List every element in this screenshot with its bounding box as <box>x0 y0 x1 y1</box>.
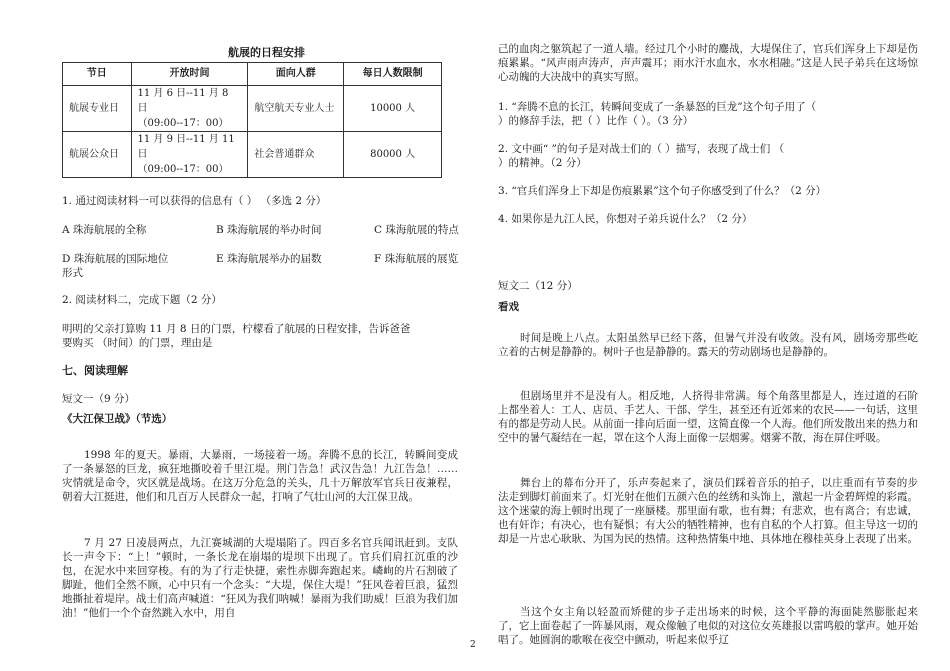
question-1: 1. 通过阅读材料一可以获得的信息有（ ） （多选 2 分） <box>62 195 327 207</box>
table-header-cell: 每日人数限制 <box>344 63 442 86</box>
table-header-cell: 面向人群 <box>248 63 344 86</box>
right-question-2-line-2: ）的精神。（2 分） <box>498 157 587 169</box>
festival-cell: 航展公众日 <box>63 132 132 178</box>
table-title: 航展的日程安排 <box>228 46 305 59</box>
passage2-paragraph-3: 舞台上的幕布分开了，乐声奏起来了，演员们踩着音乐的拍子，以庄重而有节奏的步法走到脚灯前面来了。灯光射在他们五颜六色的丝绣和头饰上，激起一片金碧辉煌的彩霞。这个迷蒙的海上顿时出现了一座蜃楼。那里面有歌，也有舞；有悲欢，也有离合；有忠诚，也有奸诈；有决心，也有疑惧；有大公的牺牲精神，也有自私的个人打算。但主导这一切的却是一片忠心耿耿、为国为民的热情。这种热情集中地、具体地在穆桂英身上表现了出来。 <box>498 477 918 545</box>
table-row <box>63 86 442 132</box>
right-question-3: 3. “官兵们浑身上下却是伤痕累累”这个句子你感受到了什么？（2 分） <box>498 185 827 197</box>
passage2-paragraph-2: 但剧场里并不是没有人。相反地，人挤得非常满。每个角落里都是人，连过道的石阶上都坐着人：工人、店员、手艺人、干部、学生，甚至还有近郊来的农民——一句话，这里有的都是劳动人民。从前面一排向后面一望，这简直像一个人海。他们所发散出来的热力和空中的暑气凝结在一起，罩在这个人海上面像一层烟雾。烟雾不散，海在屏住呼吸。 <box>498 390 918 444</box>
section-heading: 七、阅读理解 <box>62 364 128 377</box>
time-cell <box>131 86 248 132</box>
table-header-cell: 开放时间 <box>131 63 248 86</box>
schedule-table <box>62 62 442 178</box>
limit-cell: 10000 人 <box>344 86 442 132</box>
table-header-row <box>63 63 442 86</box>
audience-cell: 社会普通群众 <box>248 132 344 178</box>
passage1-continuation: 己的血肉之躯筑起了一道人墙。经过几个小时的鏖战，大堤保住了，官兵们浑身上下却是伤痕累累。“风声雨声涛声，声声震耳；雨水汗水血水，水水相融。”这是人民子弟兵在这场惊心动魄的大决战中的真实写照。 <box>498 43 918 83</box>
option-d: D 珠海航展的国际地位 <box>62 253 169 265</box>
date-range: 11 月 9 日--11 月 11 日 <box>137 134 235 160</box>
question-2: 2. 阅读材料二，完成下题（2 分） <box>62 294 222 306</box>
page-number: 2 <box>470 640 476 650</box>
option-f: F 珠海航展的展览 <box>374 253 459 265</box>
passage-title: 看戏 <box>498 301 519 313</box>
right-question-1-line-2: ）的修辞手法，把（ ）比作（ ）。（3 分） <box>498 115 694 127</box>
table-row <box>63 132 442 178</box>
right-question-4: 4. 如果你是九江人民，你想对子弟兵说什么？（2 分） <box>498 213 753 225</box>
q2-text-line-1: 明明的父亲打算购 11 月 8 日的门票，柠檬看了航展的日程安排，告诉爸爸 <box>62 323 411 335</box>
passage-heading: 短文一（9 分） <box>62 393 136 405</box>
festival-cell: 航展专业日 <box>63 86 132 132</box>
passage-heading: 短文二（12 分） <box>498 280 578 292</box>
option-a: A 珠海航展的全称 <box>62 224 147 236</box>
option-b: B 珠海航展的举办时间 <box>216 224 322 236</box>
passage1-paragraph-1: 1998 年的夏天。暴雨，大暴雨，一场接着一场。奔腾不息的长江，转瞬间变成了一条暴怒的巨龙，疯狂地撕咬着千里江堤。荆门告急！武汉告急！九江告急！……灾情就是命令，灾区就是战场。在这万分危急的关头，几十万解放军官兵日夜兼程，朝着大江挺进，他们和几百万人民群众一起，打响了气壮山河的大江保卫战。 <box>62 449 458 503</box>
passage1-paragraph-2: 7 月 27 日凌晨两点，九江赛城湖的大堤塌陷了。四百多名官兵闻讯赶到。支队长一声令下：“上！”顿时，一条长龙在崩塌的堤坝下出现了。官兵们肩扛沉重的沙包，在泥水中来回穿梭。有的为了行走快捷，索性赤脚奔跑起来。嶙峋的片石割破了脚趾，他们全然不顾，心中只有一个念头：“大堤，保住大堤！”狂风卷着巨浪，猛烈地撕扯着堤岸。战士们高声喊道：“狂风为我们呐喊！暴雨为我们助威！巨浪为我们加油！”他们一个个奋然跳入水中，用自 <box>62 537 458 619</box>
option-e: E 珠海航展举办的届数 <box>216 253 322 265</box>
q2-text-line-2: 要购买 （时间）的门票，理由是 <box>62 337 213 349</box>
audience-cell: 航空航天专业人士 <box>248 86 344 132</box>
date-range: 11 月 6 日--11 月 8 日 <box>137 88 229 114</box>
hours-range: （09:00--17：00） <box>137 164 229 175</box>
right-question-2-line-1: 2. 文中画“ ”的句子是对战士们的（ ）描写，表现了战士们 （ <box>498 143 785 155</box>
right-question-1-line-1: 1. “奔腾不息的长江，转瞬间变成了一条暴怒的巨龙”这个句子用了（ <box>498 101 817 113</box>
passage-title: 《大江保卫战》（节选） <box>62 413 173 425</box>
time-cell <box>131 132 248 178</box>
table-header-cell: 节日 <box>63 63 132 86</box>
hours-range: （09:00--17：00） <box>137 118 229 129</box>
option-c: C 珠海航展的特点 <box>374 224 459 236</box>
passage2-paragraph-4: 当这个女主角以轻盈而矫健的步子走出场来的时候，这个平静的海面陡然膨胀起来了，它上面卷起了一阵暴风雨，观众像触了电似的对这位女英雄报以雷鸣般的掌声。她开始唱了。她圆润的歌喉在夜空中颤动，听起来似乎辽 <box>498 606 918 646</box>
option-d-wrap: 形式 <box>62 267 83 279</box>
limit-cell: 80000 人 <box>344 132 442 178</box>
passage2-paragraph-1: 时间是晚上八点。太阳虽然早已经下落，但暑气并没有收敛。没有风，剧场旁那些屹立着的古树是静静的。树叶子也是静静的。露天的劳动剧场也是静静的。 <box>498 332 918 358</box>
